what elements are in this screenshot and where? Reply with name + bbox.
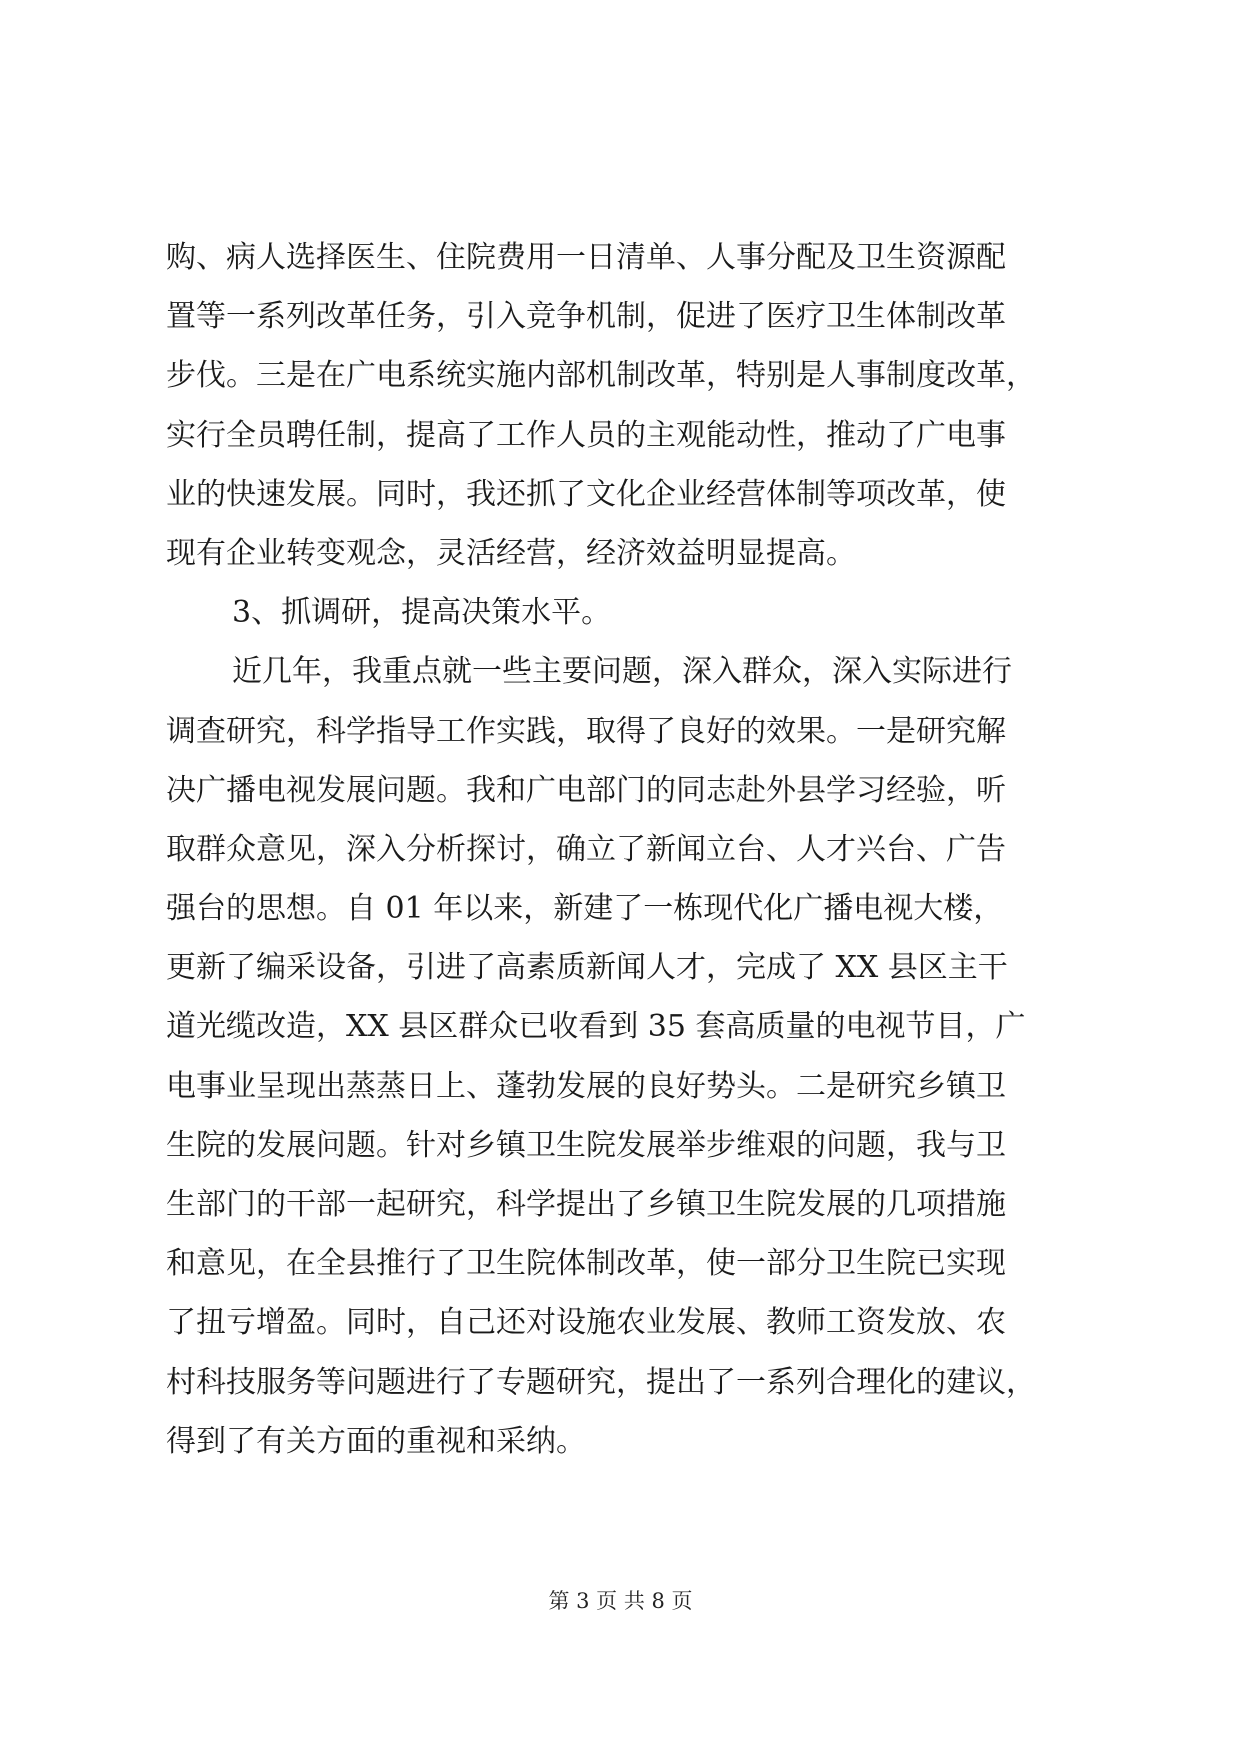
text-line: 生部门的干部一起研究，科学提出了乡镇卫生院发展的几项措施 <box>166 1187 1006 1222</box>
text-line: 强台的思想。自 01 年以来，新建了一栋现代化广播电视大楼， <box>166 891 1004 927</box>
text-line: 实行全员聘任制，提高了工作人员的主观能动性，推动了广电事 <box>166 417 1006 453</box>
document-body <box>166 228 1080 1471</box>
text-line: 调查研究，科学指导工作实践，取得了良好的效果。一是研究解 <box>166 713 1006 749</box>
text-line: 步伐。三是在广电系统实施内部机制改革，特别是人事制度改革， <box>166 358 1036 394</box>
text-line: 置等一系列改革任务，引入竞争机制，促进了医疗卫生体制改革 <box>166 299 1006 335</box>
text-line: 更新了编采设备，引进了高素质新闻人才，完成了 XX 县区主干 <box>166 950 1008 986</box>
text-line: 得到了有关方面的重视和采纳。 <box>166 1423 586 1459</box>
page-footer: 第 3 页 共 8 页 <box>548 1589 693 1613</box>
text-line: 购、病人选择医生、住院费用一日清单、人事分配及卫生资源配 <box>166 240 1006 275</box>
text-line: 生院的发展问题。针对乡镇卫生院发展举步维艰的问题，我与卫 <box>166 1127 1006 1163</box>
text-line: 业的快速发展。同时，我还抓了文化企业经营体制等项改革，使 <box>166 476 1006 512</box>
text-line: 村科技服务等问题进行了专题研究，提出了一系列合理化的建议， <box>166 1364 1036 1400</box>
text-line: 了扭亏增盈。同时，自己还对设施农业发展、教师工资发放、农 <box>166 1305 1006 1341</box>
text-line: 和意见，在全县推行了卫生院体制改革，使一部分卫生院已实现 <box>166 1246 1006 1282</box>
text-line: 3、抓调研，提高决策水平。 <box>232 595 612 631</box>
text-line: 电事业呈现出蒸蒸日上、蓬勃发展的良好势头。二是研究乡镇卫 <box>166 1068 1006 1104</box>
text-line: 道光缆改造，XX 县区群众已收看到 35 套高质量的电视节目，广 <box>166 1009 1026 1045</box>
text-line: 近几年，我重点就一些主要问题，深入群众，深入实际进行 <box>232 654 1012 690</box>
text-line: 现有企业转变观念，灵活经营，经济效益明显提高。 <box>166 535 856 571</box>
text-line: 决广播电视发展问题。我和广电部门的同志赴外县学习经验，听 <box>166 772 1006 808</box>
text-line: 取群众意见，深入分析探讨，确立了新闻立台、人才兴台、广告 <box>166 831 1006 867</box>
